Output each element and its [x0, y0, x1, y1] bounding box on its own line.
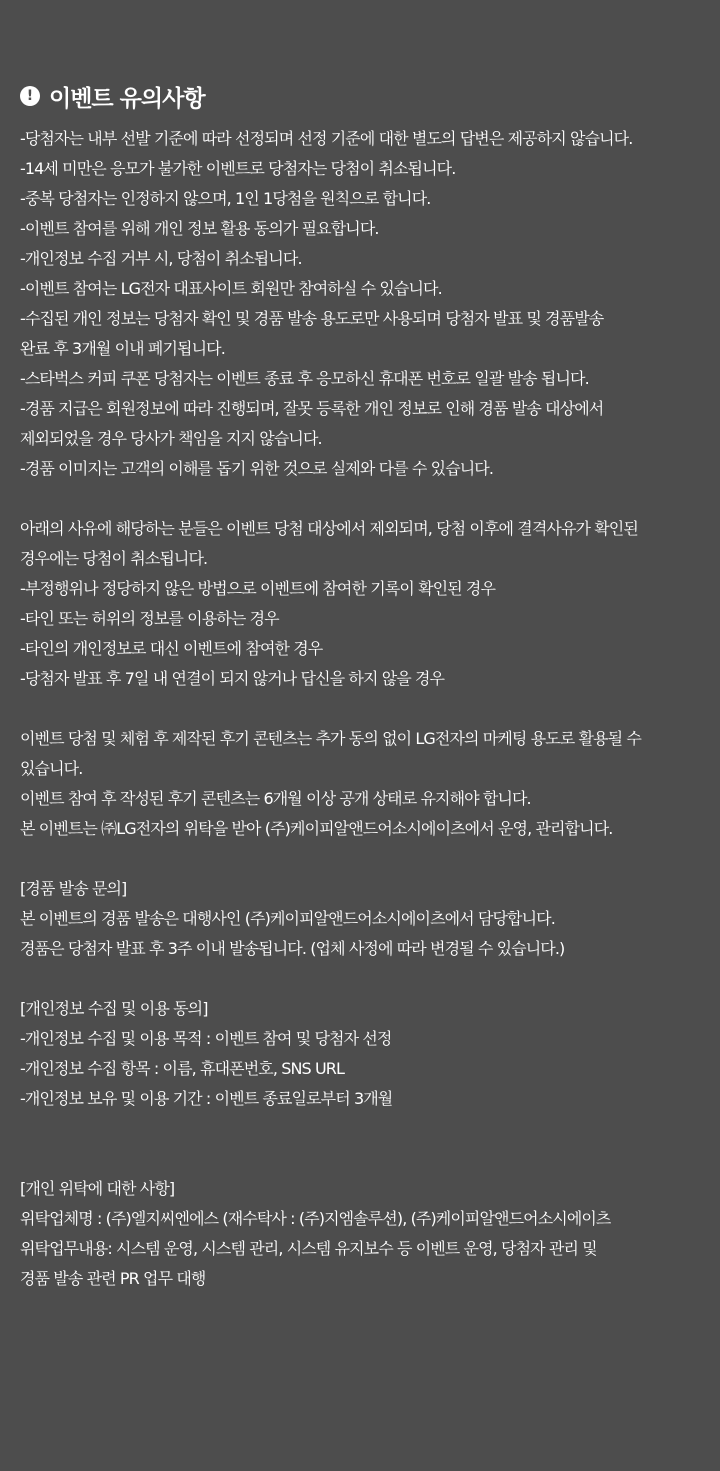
notice-line: -이벤트 참여를 위해 개인 정보 활용 동의가 필요합니다.	[20, 219, 379, 238]
notice-line: 본 이벤트의 경품 발송은 대행사인 (주)케이피알앤드어소시에이츠에서 담당합니다.	[20, 909, 555, 928]
notice-header	[20, 76, 700, 116]
notice-line: 경품은 당첨자 발표 후 3주 이내 발송됩니다. (업체 사정에 따라 변경될 수 있습니다.)	[20, 939, 565, 958]
section-heading: [개인정보 수집 및 이용 동의]	[20, 999, 208, 1018]
notice-line: 있습니다.	[20, 759, 83, 778]
section-spacer	[20, 964, 700, 994]
notice-line: -부정행위나 정당하지 않은 방법으로 이벤트에 참여한 기록이 확인된 경우	[20, 579, 496, 598]
section-spacer	[20, 1114, 700, 1174]
notice-line: -타인의 개인정보로 대신 이벤트에 참여한 경우	[20, 639, 323, 658]
notice-line: -당첨자는 내부 선발 기준에 따라 선정되며 선정 기준에 대한 별도의 답변은 제공하지 않습니다.	[20, 129, 633, 148]
notice-line: 위탁업무내용: 시스템 운영, 시스템 관리, 시스템 유지보수 등 이벤트 운영, 당첨자 관리 및	[20, 1239, 597, 1258]
notice-body	[20, 124, 700, 1294]
exclusion-rules	[20, 514, 700, 694]
section-spacer	[20, 694, 700, 724]
notice-line: 경우에는 당첨이 취소됩니다.	[20, 549, 208, 568]
shipping-inquiry	[20, 874, 700, 964]
notice-line: -경품 지급은 회원정보에 따라 진행되며, 잘못 등록한 개인 정보로 인해 경품 발송 대상에서	[20, 399, 604, 418]
notice-line: 아래의 사유에 해당하는 분들은 이벤트 당첨 대상에서 제외되며, 당첨 이후에 결격사유가 확인된	[20, 519, 638, 538]
notice-line: -14세 미만은 응모가 불가한 이벤트로 당첨자는 당첨이 취소됩니다.	[20, 159, 456, 178]
privacy-consent	[20, 994, 700, 1114]
exclamation-circle-icon: !	[20, 86, 40, 106]
notice-line: 제외되었을 경우 당사가 책임을 지지 않습니다.	[20, 429, 322, 448]
notice-title: 이벤트 유의사항	[49, 85, 205, 112]
section-spacer	[20, 484, 700, 514]
outsourcing-info	[20, 1174, 700, 1294]
notice-line: -개인정보 보유 및 이용 기간 : 이벤트 종료일로부터 3개월	[20, 1089, 393, 1108]
notice-line: -경품 이미지는 고객의 이해를 돕기 위한 것으로 실제와 다를 수 있습니다.	[20, 459, 494, 478]
notice-line: -이벤트 참여는 LG전자 대표사이트 회원만 참여하실 수 있습니다.	[20, 279, 442, 298]
notice-line: -개인정보 수집 거부 시, 당첨이 취소됩니다.	[20, 249, 302, 268]
notice-line: 경품 발송 관련 PR 업무 대행	[20, 1269, 206, 1288]
section-heading: [경품 발송 문의]	[20, 879, 127, 898]
notice-line: -당첨자 발표 후 7일 내 연결이 되지 않거나 답신을 하지 않을 경우	[20, 669, 445, 688]
notice-line: 이벤트 참여 후 작성된 후기 콘텐츠는 6개월 이상 공개 상태로 유지해야 합니다.	[20, 789, 531, 808]
notice-line: 이벤트 당첨 및 체험 후 제작된 후기 콘텐츠는 추가 동의 없이 LG전자의 마케팅 용도로 활용될 수	[20, 729, 641, 748]
notice-line: 완료 후 3개월 이내 폐기됩니다.	[20, 339, 225, 358]
content-usage	[20, 724, 700, 844]
general-rules	[20, 124, 700, 484]
notice-line: -중복 당첨자는 인정하지 않으며, 1인 1당첨을 원칙으로 합니다.	[20, 189, 431, 208]
section-spacer	[20, 844, 700, 874]
notice-line: 본 이벤트는 ㈜LG전자의 위탁을 받아 (주)케이피알앤드어소시에이츠에서 운영, 관리합니다.	[20, 819, 613, 838]
notice-line: -개인정보 수집 항목 : 이름, 휴대폰번호, SNS URL	[20, 1059, 345, 1078]
notice-line: 위탁업체명 : (주)엘지씨엔에스 (재수탁사 : (주)지엠솔루션), (주)케이피알앤드어소시에이츠	[20, 1209, 611, 1228]
notice-line: -타인 또는 허위의 정보를 이용하는 경우	[20, 609, 279, 628]
notice-line: -수집된 개인 정보는 당첨자 확인 및 경품 발송 용도로만 사용되며 당첨자 발표 및 경품발송	[20, 309, 604, 328]
notice-line: -스타벅스 커피 쿠폰 당첨자는 이벤트 종료 후 응모하신 휴대폰 번호로 일괄 발송 됩니다.	[20, 369, 589, 388]
section-heading: [개인 위탁에 대한 사항]	[20, 1179, 175, 1198]
notice-line: -개인정보 수집 및 이용 목적 : 이벤트 참여 및 당첨자 선정	[20, 1029, 392, 1048]
